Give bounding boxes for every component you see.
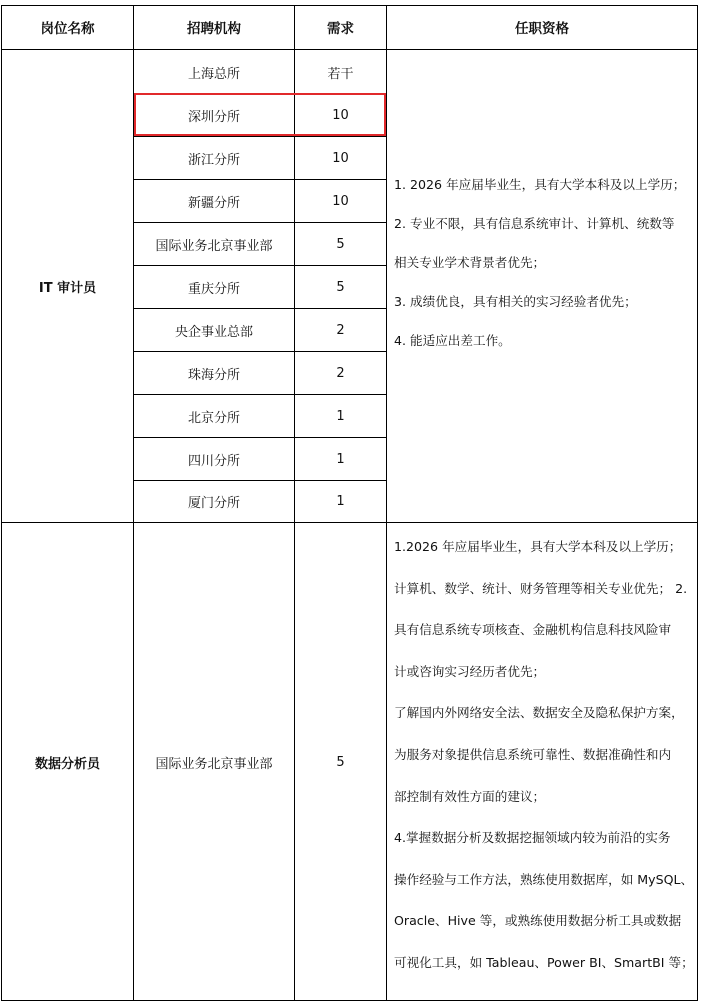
grid-line [134, 480, 386, 481]
grid-line [1, 5, 2, 1001]
grid-line [134, 179, 386, 180]
header-qualification: 任职资格 [515, 21, 569, 37]
qualification-line: Oracle、Hive 等，或熟练使用数据分析工具或数据 [394, 913, 682, 929]
grid-line [134, 222, 386, 223]
grid-line [134, 308, 386, 309]
it-row-demand: 10 [332, 108, 349, 123]
header-demand: 需求 [327, 21, 354, 37]
data-analyst-demand: 5 [336, 754, 345, 770]
it-row-demand: 1 [336, 409, 345, 424]
qualification-line: 4. 能适应出差工作。 [394, 333, 511, 348]
qualification-line: 1.2026 年应届毕业生，具有大学本科及以上学历； [394, 539, 682, 554]
it-row-demand: 5 [336, 280, 345, 295]
it-row-demand: 10 [332, 151, 349, 166]
grid-line [1, 5, 698, 6]
grid-line [134, 136, 386, 137]
qualification-line: 具有信息系统专项核查、金融机构信息科技风险审 [394, 622, 672, 638]
it-row-org: 深圳分所 [187, 110, 240, 125]
grid-line [1, 1000, 698, 1001]
data-analyst-position: 数据分析员 [34, 756, 100, 772]
highlight-box [134, 93, 386, 136]
it-row-demand: 若干 [327, 66, 354, 82]
data-analyst-org: 国际业务北京事业部 [155, 756, 273, 772]
grid-line [1, 522, 698, 523]
qualification-line: 部控制有效性方面的建议； [394, 788, 546, 804]
grid-line [133, 5, 134, 1001]
header-org: 招聘机构 [187, 21, 241, 37]
qualification-line: 计算机、数学、统计、财务管理等相关专业优先； 2. [394, 580, 688, 596]
grid-line [134, 351, 386, 352]
qualification-line: 为服务对象提供信息系统可靠性、数据准确性和内 [394, 746, 672, 762]
it-row-org: 浙江分所 [187, 153, 240, 168]
it-auditor-qualification [394, 165, 694, 360]
it-row-org: 厦门分所 [187, 496, 240, 511]
qualification-line: 相关专业学术背景者优先； [394, 255, 546, 270]
it-row-demand: 1 [336, 494, 345, 509]
it-row-org: 四川分所 [187, 454, 240, 469]
grid-line [134, 437, 386, 438]
it-row-demand: 10 [332, 194, 349, 209]
qualification-line: 可视化工具，如 Tableau、Power BI、SmartBI 等； [394, 954, 694, 970]
it-row-org: 北京分所 [187, 411, 240, 426]
it-row-org: 上海总所 [187, 66, 240, 82]
it-row-demand: 5 [336, 237, 345, 252]
grid-line [1, 49, 698, 50]
qualification-line: 4.掌握数据分析及数据挖掘领域内较为前沿的实务 [394, 830, 671, 846]
it-row-demand: 2 [336, 323, 345, 338]
data-analyst-qualification [394, 526, 694, 984]
it-row-org: 新疆分所 [187, 196, 240, 211]
qualification-line: 2. 专业不限，具有信息系统审计、计算机、统数等 [394, 216, 675, 231]
qualification-line: 1. 2026 年应届毕业生，具有大学本科及以上学历； [394, 177, 686, 192]
it-row-demand: 1 [336, 452, 345, 467]
grid-line [134, 394, 386, 395]
it-row-org: 重庆分所 [187, 282, 240, 297]
grid-line [697, 5, 698, 1001]
qualification-line: 3. 成绩优良，具有相关的实习经验者优先； [394, 294, 637, 309]
grid-line [386, 5, 387, 1001]
qualification-line: 计或咨询实习经历者优先； [394, 663, 546, 679]
grid-line [134, 265, 386, 266]
it-row-org: 珠海分所 [187, 368, 240, 383]
it-row-org: 国际业务北京事业部 [155, 239, 273, 254]
it-auditor-position: IT 审计员 [38, 280, 97, 296]
header-position: 岗位名称 [40, 21, 95, 37]
grid-line [294, 5, 295, 1001]
qualification-line: 了解国内外网络安全法、数据安全及隐私保护方案， [394, 705, 684, 721]
it-row-demand: 2 [336, 366, 345, 381]
qualification-line: 操作经验与工作方法，熟练使用数据库，如 MySQL、 [394, 871, 694, 887]
it-row-org: 央企事业总部 [174, 325, 253, 340]
